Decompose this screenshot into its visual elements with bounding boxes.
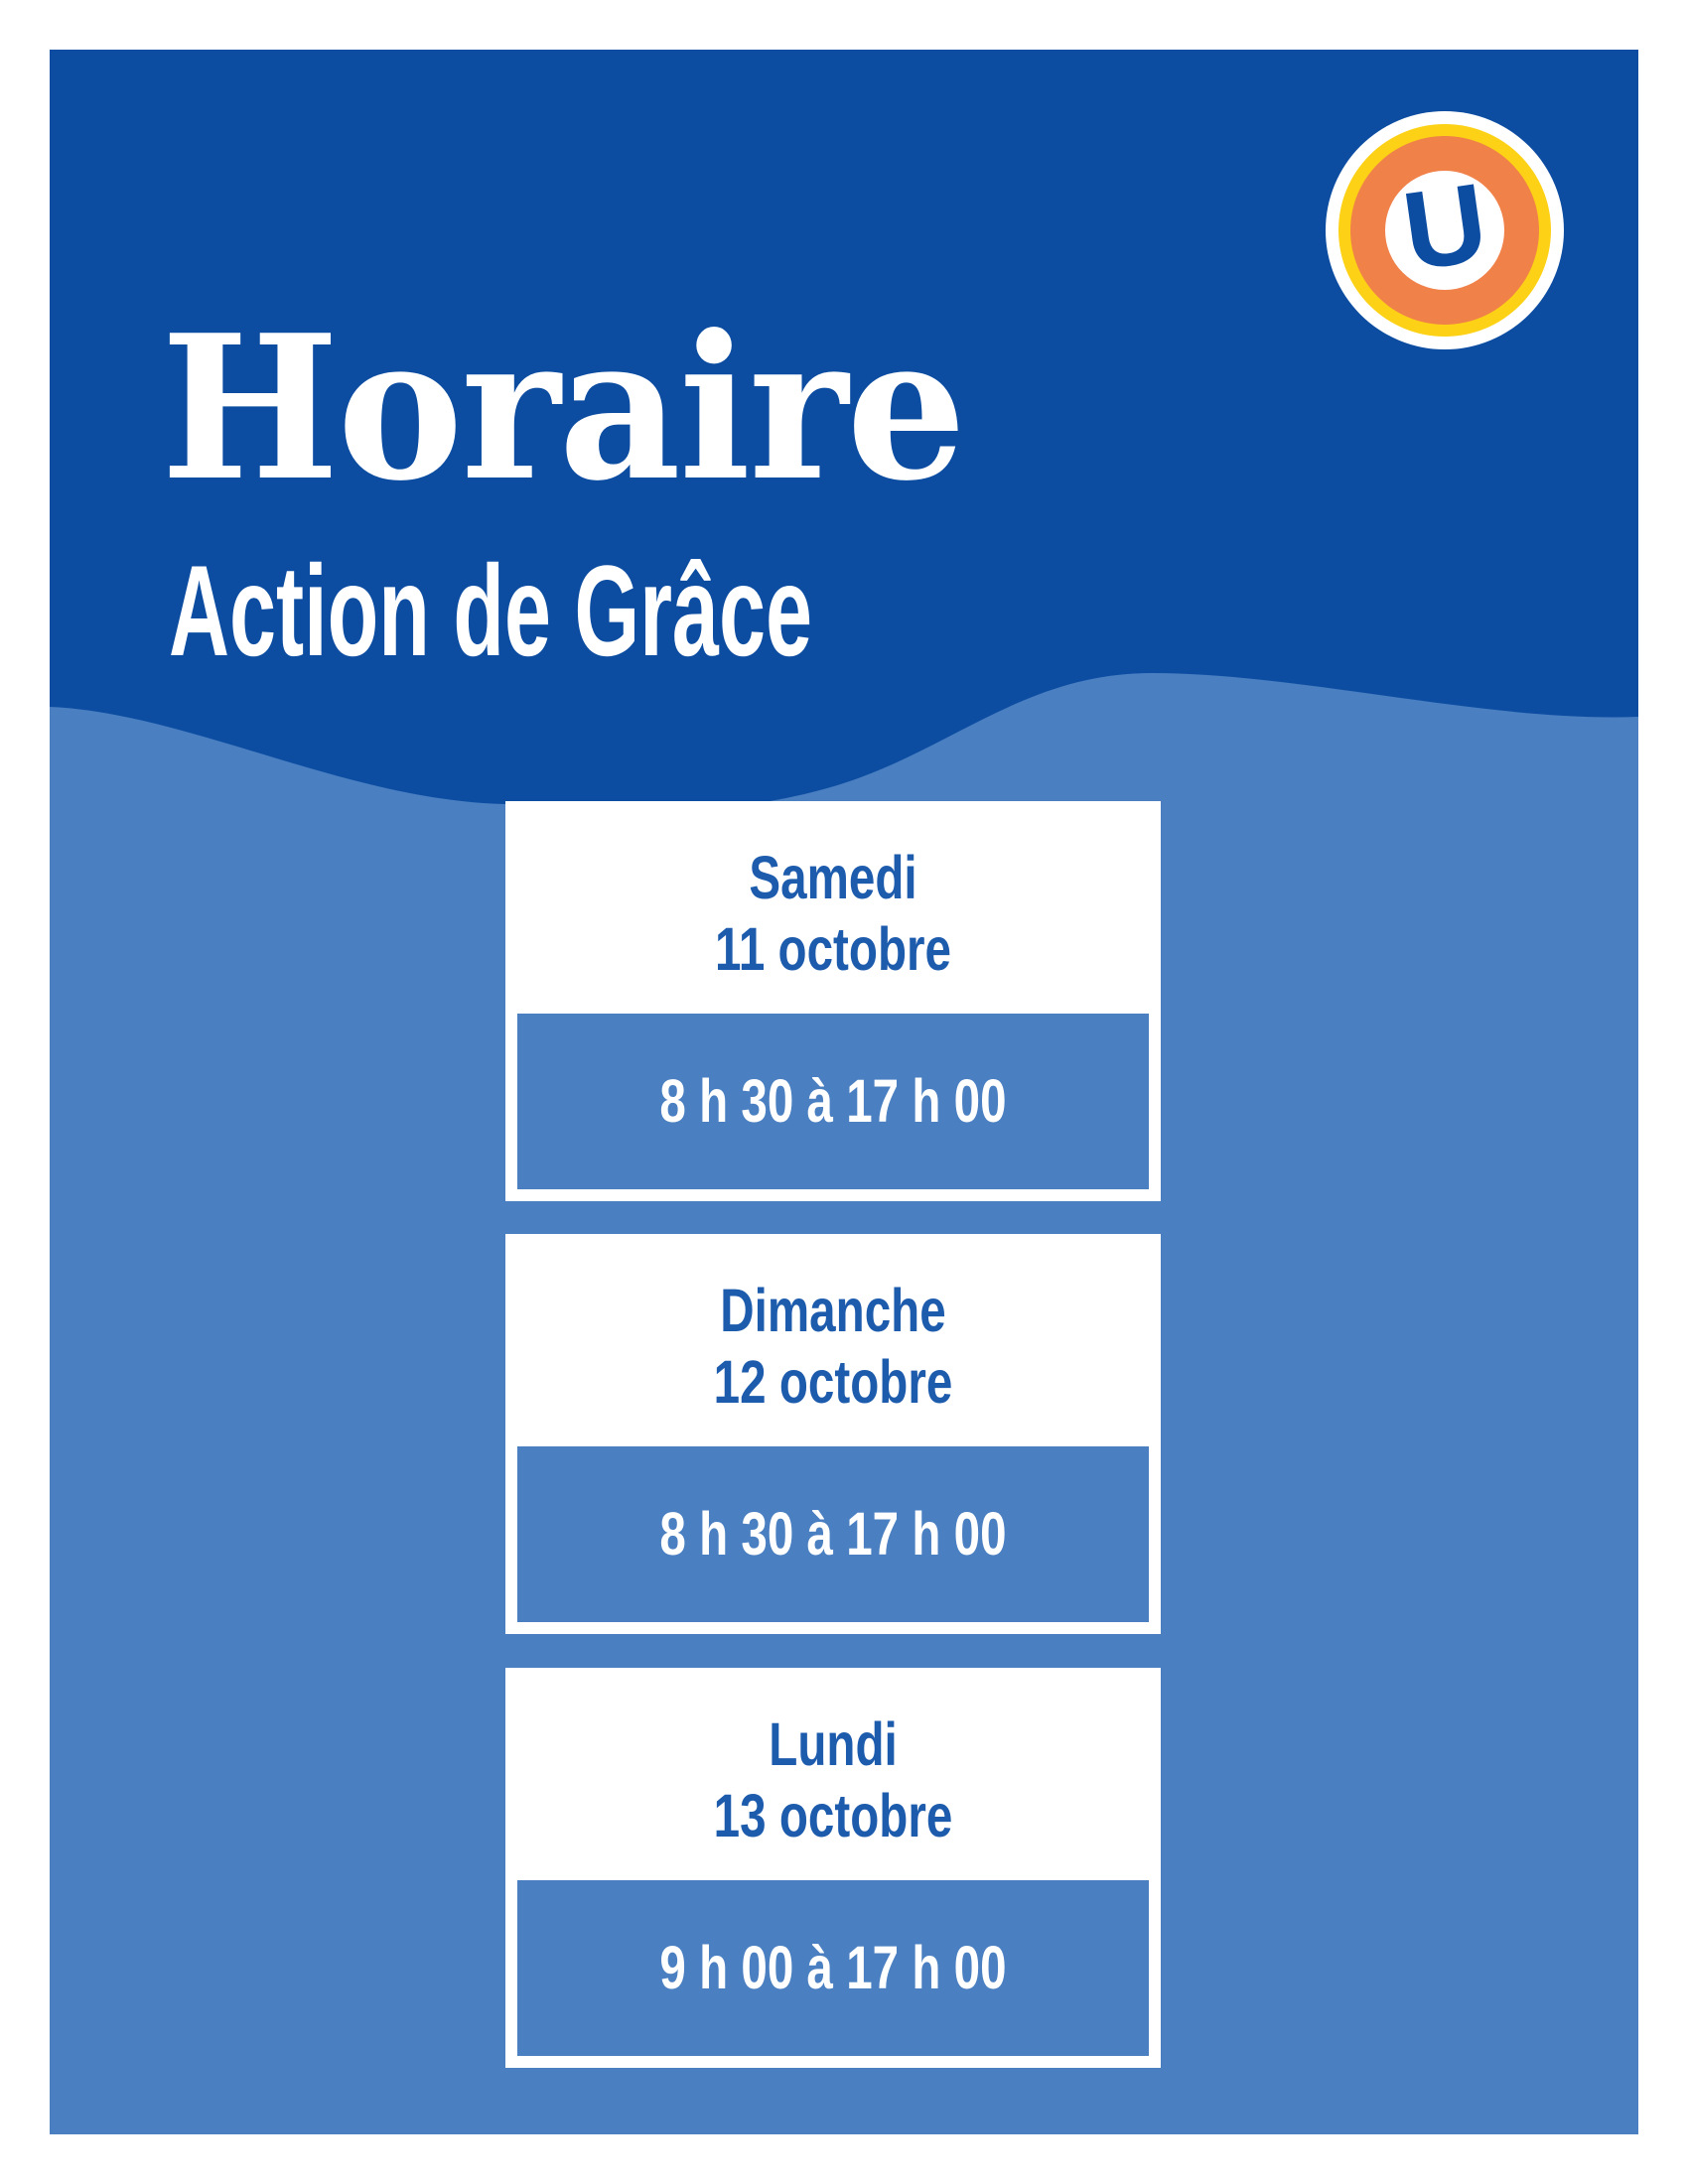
card-day-date [587, 1275, 1079, 1418]
card-hours-label: 8 h 30 à 17 h 00 [659, 1500, 1007, 1568]
card-date-label: 11 octobre [715, 915, 951, 983]
brand-logo [1326, 111, 1564, 349]
card-date-label: 12 octobre [713, 1348, 953, 1416]
card-hours-box [517, 1880, 1149, 2056]
blue-panel [50, 50, 1638, 2134]
schedule-card-monday [505, 1668, 1161, 2068]
card-hours-box [517, 1014, 1149, 1189]
page-subtitle: Action de Grâce [169, 538, 813, 683]
card-day-date [587, 1708, 1079, 1851]
schedule-card-saturday [505, 801, 1161, 1201]
card-day-header [517, 1680, 1149, 1880]
schedule-card-sunday [505, 1234, 1161, 1634]
card-day-label: Lundi [769, 1710, 898, 1778]
card-day-label: Dimanche [720, 1277, 946, 1344]
card-hours-label: 8 h 30 à 17 h 00 [659, 1067, 1007, 1135]
card-day-date [587, 842, 1079, 985]
card-date-label: 13 octobre [713, 1782, 953, 1849]
logo-letter-u: U [1395, 159, 1494, 295]
page-title: Horaire [161, 292, 965, 525]
card-day-header [517, 813, 1149, 1014]
logo-inner-disc [1385, 159, 1504, 295]
card-day-label: Samedi [749, 844, 917, 911]
card-hours-label: 9 h 00 à 17 h 00 [659, 1934, 1007, 2001]
card-day-header [517, 1246, 1149, 1446]
card-hours-box [517, 1446, 1149, 1622]
